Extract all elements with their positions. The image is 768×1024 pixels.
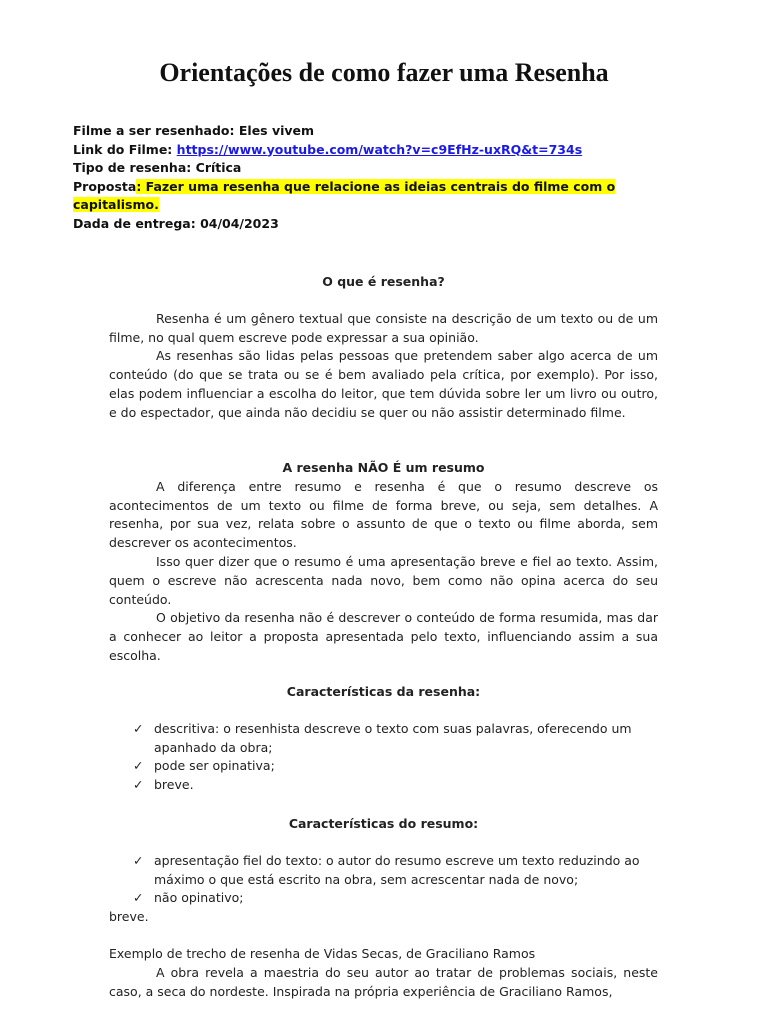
proposal-row xyxy=(73,178,615,197)
paragraph: O objetivo da resenha não é descrever o conteúdo de forma resumida, mas dar a conhecer ao leitor a proposta apresentada pelo texto, influenciando assim a sua escolha. xyxy=(109,610,658,663)
paragraph: As resenhas são lidas pelas pessoas que pretendem saber algo acerca de um conteúdo (do que se trata ou se é bem avaliado pela crítica, por exemplo). Por isso, elas podem influenciar a escolha do leitor, que tem dúvida sobre ler um livro ou outro, e do espectador, que ainda não decidiu se quer ou não assistir determinado filme. xyxy=(109,348,658,420)
section-not-summary xyxy=(109,459,658,666)
proposal-label: Proposta xyxy=(73,178,137,194)
proposal-text-line2: capitalismo. xyxy=(73,197,159,212)
list-item: ✓ breve. xyxy=(109,776,658,795)
section-review-features xyxy=(109,683,658,795)
paragraph: A obra revela a maestria do seu autor ao tratar de problemas sociais, neste caso, a seca do nordeste. Inspirada na própria experiência de Graciliano Ramos, xyxy=(109,964,658,999)
proposal-row-2 xyxy=(73,196,615,215)
check-icon: ✓ xyxy=(133,758,144,774)
film-row xyxy=(73,122,615,141)
type-row xyxy=(73,159,615,178)
link-row xyxy=(73,141,615,160)
due-label: Dada de entrega: xyxy=(73,215,196,231)
list-item: ✓ descritiva: o resenhista descreve o texto com suas palavras, oferecendo um apanhado da obra; xyxy=(133,720,632,755)
page-title: Orientações de como fazer uma Resenha xyxy=(159,58,609,87)
type-value: Crítica xyxy=(195,160,242,175)
type-label: Tipo de resenha: xyxy=(73,160,192,175)
check-icon: ✓ xyxy=(133,852,144,868)
summary-features-list xyxy=(109,852,658,908)
proposal-text-line1: : Fazer uma resenha que relacione as ideias centrais do filme com o xyxy=(136,178,616,194)
film-link[interactable]: https://www.youtube.com/watch?v=c9EfHz-uxRQ&t=734s xyxy=(176,141,583,157)
list-item: ✓ apresentação fiel do texto: o autor do resumo escreve um texto reduzindo ao máximo o que está escrito na obra, sem acrescentar nada de novo; xyxy=(133,852,640,887)
assignment-info xyxy=(73,122,615,233)
review-features-list xyxy=(109,720,658,795)
section-heading: Características do resumo: xyxy=(288,816,479,831)
paragraph: Resenha é um gênero textual que consiste na descrição de um texto ou de um filme, no qual quem escreve pode expressar a sua opinião. xyxy=(109,310,658,345)
due-row xyxy=(73,215,615,234)
section-heading: A resenha NÃO É um resumo xyxy=(282,460,485,475)
check-icon: ✓ xyxy=(133,890,144,906)
section-summary-features xyxy=(109,815,658,927)
list-item: ✓ não opinativo; xyxy=(109,889,658,908)
check-icon: ✓ xyxy=(133,777,144,793)
film-value: Eles vivem xyxy=(238,123,315,138)
section-example xyxy=(109,945,658,1001)
paragraph: Isso quer dizer que o resumo é uma apresentação breve e fiel ao texto. Assim, quem o escreve não acrescenta nada novo, bem como não opina acerca do seu conteúdo. xyxy=(109,553,658,607)
section-what-is xyxy=(109,273,658,423)
example-heading: Exemplo de trecho de resenha de Vidas Secas, de Graciliano Ramos xyxy=(109,946,536,961)
check-icon: ✓ xyxy=(133,720,144,736)
link-label: Link do Filme: xyxy=(73,141,173,157)
section-heading: Características da resenha: xyxy=(286,684,481,699)
section-heading: O que é resenha? xyxy=(322,274,445,289)
list-item: ✓ pode ser opinativa; xyxy=(109,757,658,776)
due-value: 04/04/2023 xyxy=(200,215,279,231)
film-label: Filme a ser resenhado: xyxy=(73,123,235,138)
trailing-item: breve. xyxy=(109,909,149,925)
paragraph: A diferença entre resumo e resenha é que o resumo descreve os acontecimentos de um texto ou filme de forma breve, ou seja, sem detalhes. A resenha, por sua vez, relata sobre o assunto de que o texto ou filme aborda, sem descrever os acontecimentos. xyxy=(109,478,658,551)
